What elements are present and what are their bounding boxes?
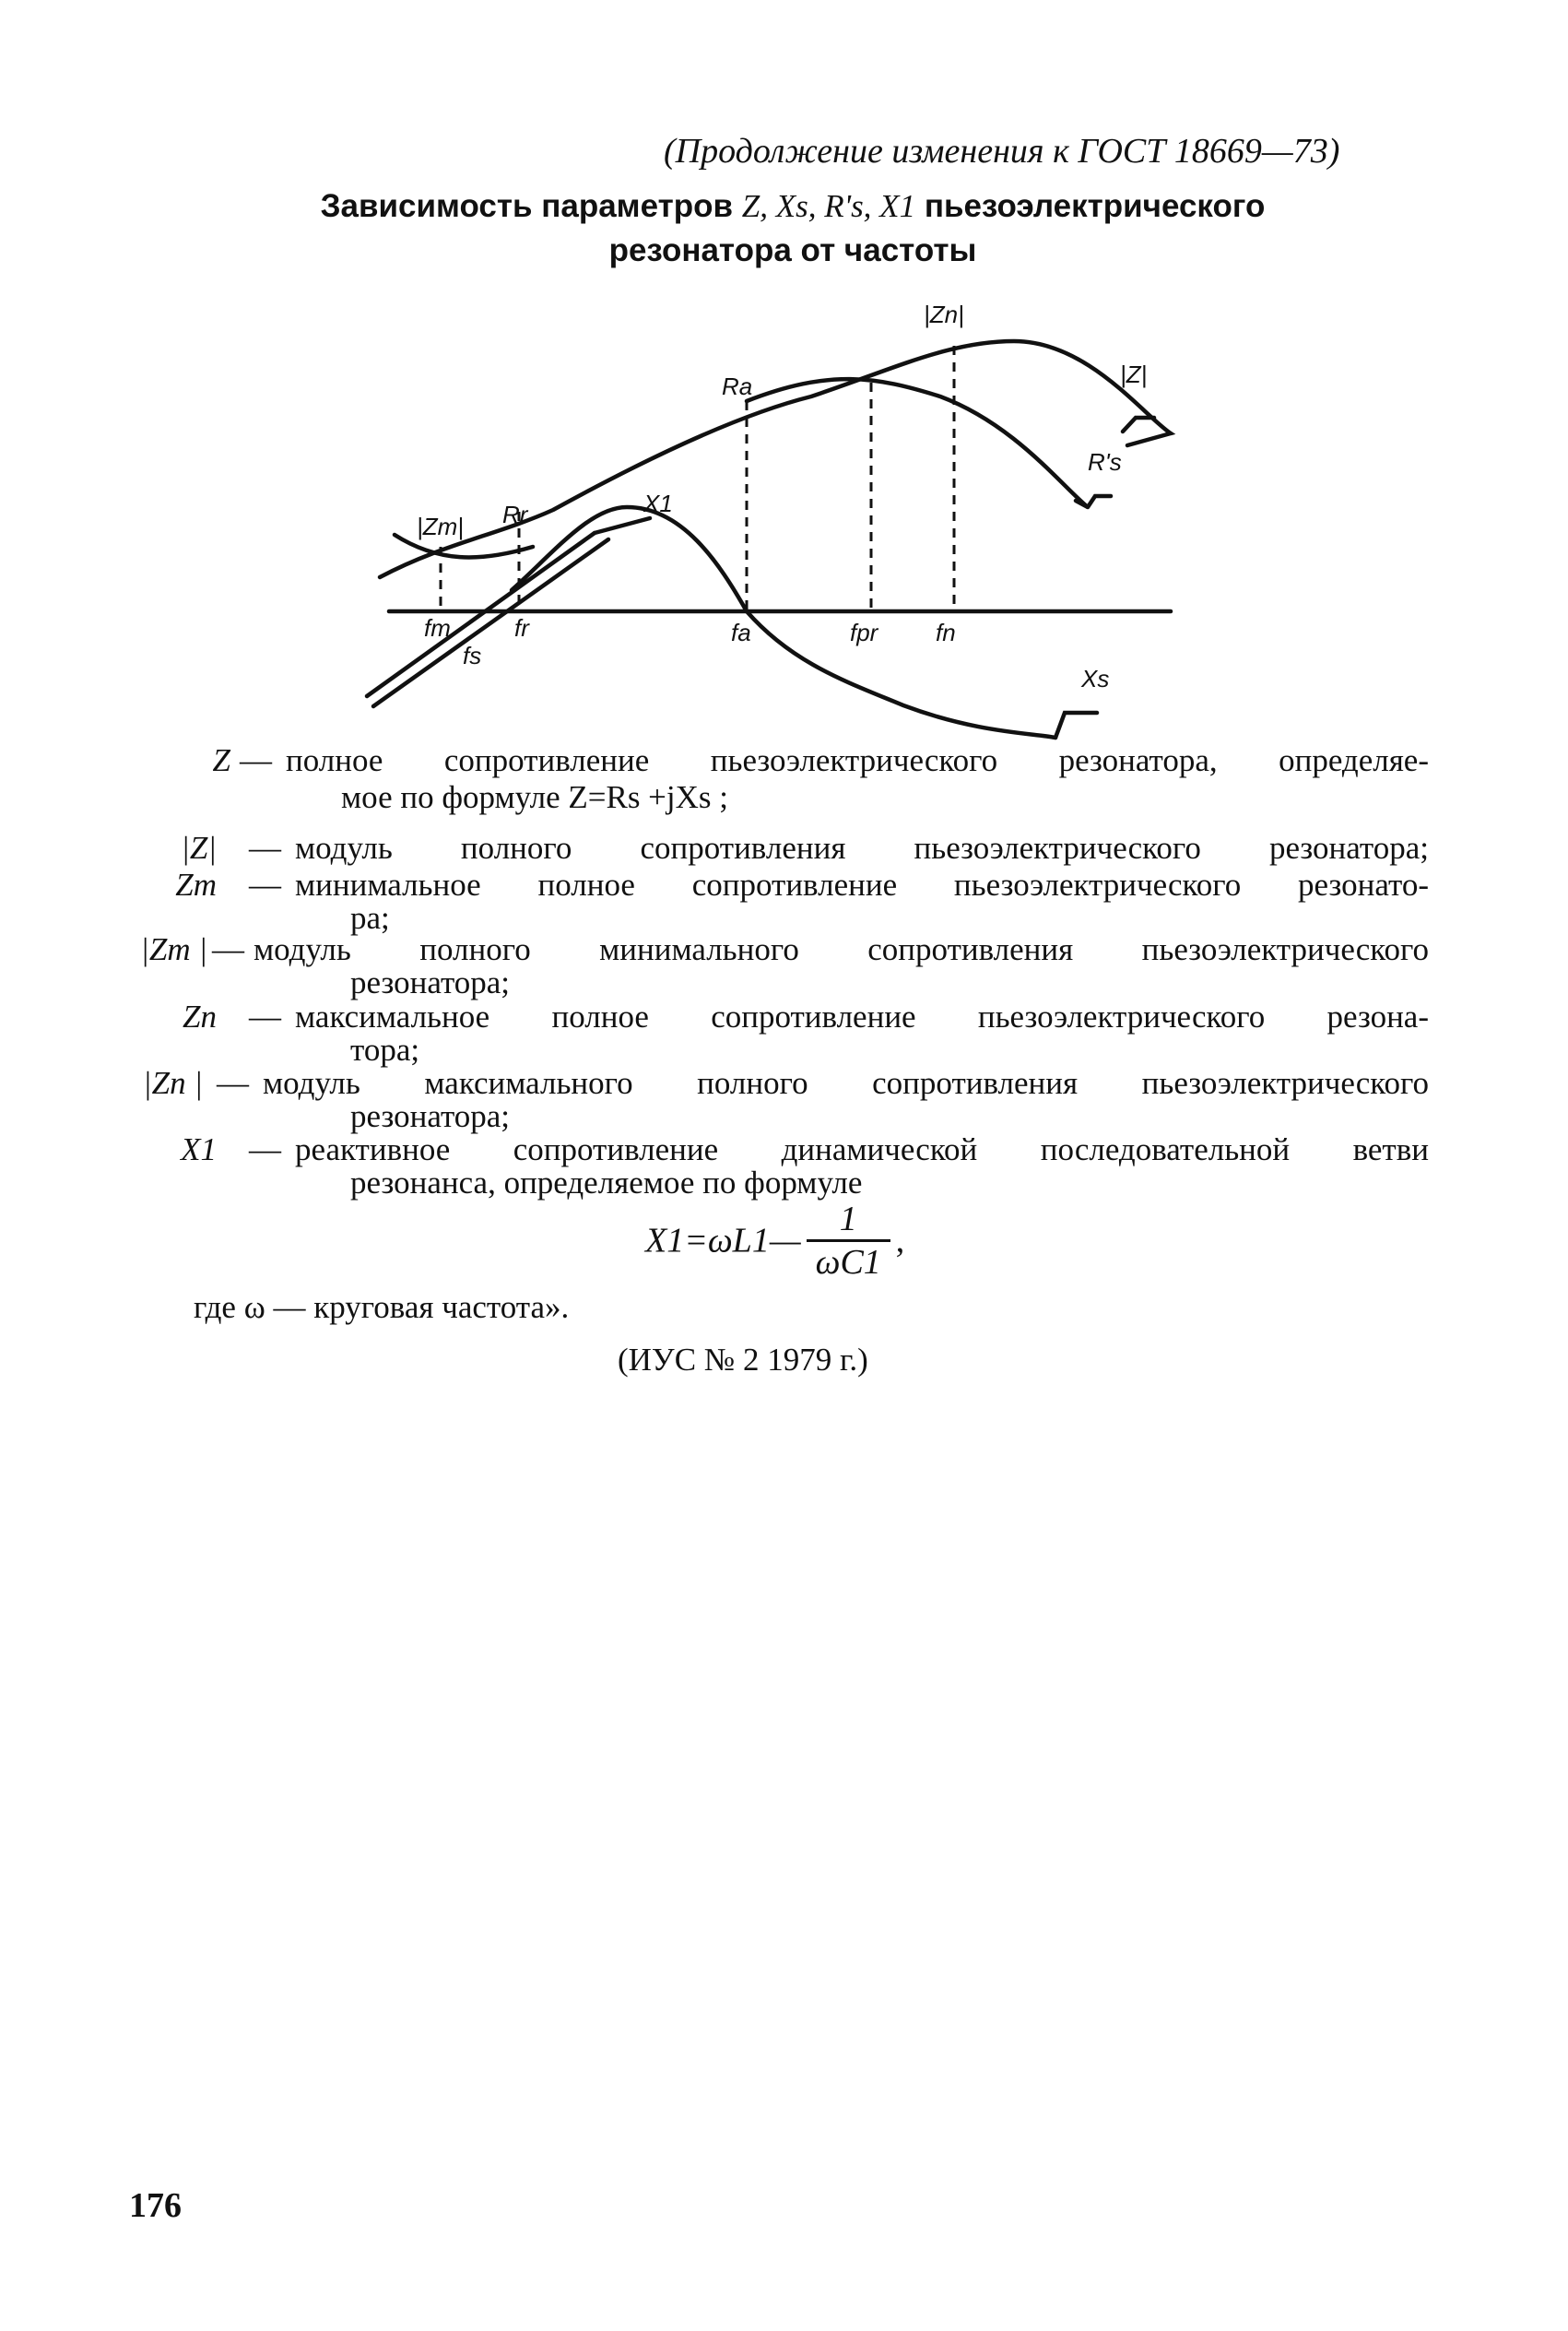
- label-fm: fm: [424, 614, 451, 642]
- where-note: где ω — круговая частота».: [194, 1289, 570, 1325]
- z-label-leader: [1123, 418, 1154, 432]
- definition-text: резонатора;: [350, 964, 511, 1000]
- definition-text: модуль полного сопротивления пьезоэлектрического резонатора;: [295, 830, 1429, 866]
- label-fpr: fpr: [850, 619, 878, 646]
- definition-text: максимальное полное сопротивление пьезоэлектрического резона-: [295, 999, 1429, 1035]
- curve-x1: [512, 507, 1055, 738]
- rs-label-leader: [1088, 496, 1111, 507]
- label-fr: fr: [514, 614, 529, 642]
- label-fa: fa: [731, 619, 751, 646]
- label-fs: fs: [463, 642, 482, 669]
- definition-term: X1: [181, 1131, 217, 1167]
- definition-term: |Zn |: [143, 1065, 203, 1101]
- formula-denominator: ωC1: [815, 1243, 881, 1282]
- label-x1: X1: [643, 490, 673, 517]
- definition-term: Zm: [175, 867, 217, 903]
- definition-text: реактивное сопротивление динамической последовательной ветви: [295, 1131, 1429, 1167]
- label-zm-abs: |Zm|: [417, 513, 465, 540]
- formula-lhs: X1=ωL1—: [645, 1221, 801, 1260]
- figure-title-line-2: резонатора от частоты: [608, 232, 977, 268]
- figure-title-line-1: Зависимость параметров Z, Xs, R's, X1 пьезоэлектрического: [320, 188, 1266, 224]
- label-z-abs: |Z|: [1120, 361, 1148, 388]
- definition-text: резонатора;: [350, 1098, 511, 1134]
- definition-text: модуль максимального полного сопротивления пьезоэлектрического: [263, 1065, 1429, 1101]
- definition-term: Z: [212, 742, 230, 778]
- formula-numerator: 1: [807, 1199, 890, 1242]
- page-number: 176: [129, 2186, 182, 2225]
- label-rs-prime: R's: [1088, 448, 1122, 476]
- label-ra: Ra: [722, 373, 753, 400]
- formula-fraction: [807, 1199, 890, 1283]
- definition-term: |Z|: [181, 830, 217, 866]
- definition-text: модуль полного минимального сопротивления пьезоэлектрического: [253, 931, 1429, 967]
- definition-text: мое по формуле Z=Rs +jXs ;: [341, 779, 729, 815]
- label-rr: Rr: [502, 501, 528, 528]
- label-zn-abs: |Zn|: [924, 301, 964, 328]
- definition-text: резонанса, определяемое по формуле: [350, 1165, 863, 1201]
- definition-text: тора;: [350, 1032, 420, 1068]
- definition-text: ра;: [350, 900, 390, 936]
- frequency-response-figure: [350, 286, 1180, 747]
- xs-label-leader: [1055, 713, 1097, 738]
- definition-text: полное сопротивление пьезоэлектрического резонатора, определяе-: [286, 742, 1429, 778]
- x1-formula: [645, 1199, 904, 1283]
- formula-trail: ,: [895, 1221, 905, 1260]
- curve-z-abs: [380, 341, 1171, 577]
- figure-title: [304, 184, 1281, 273]
- definition-text: минимальное полное сопротивление пьезоэлектрического резонато-: [295, 867, 1429, 903]
- x1-label-leader: [595, 518, 650, 533]
- label-xs: Xs: [1081, 665, 1110, 692]
- label-fn: fn: [936, 619, 956, 646]
- source-reference: (ИУС № 2 1979 г.): [618, 1342, 868, 1378]
- definition-term: Zn: [183, 999, 217, 1035]
- running-header: (Продолжение изменения к ГОСТ 18669—73): [664, 132, 1340, 171]
- definition-term: |Zm |: [140, 931, 207, 967]
